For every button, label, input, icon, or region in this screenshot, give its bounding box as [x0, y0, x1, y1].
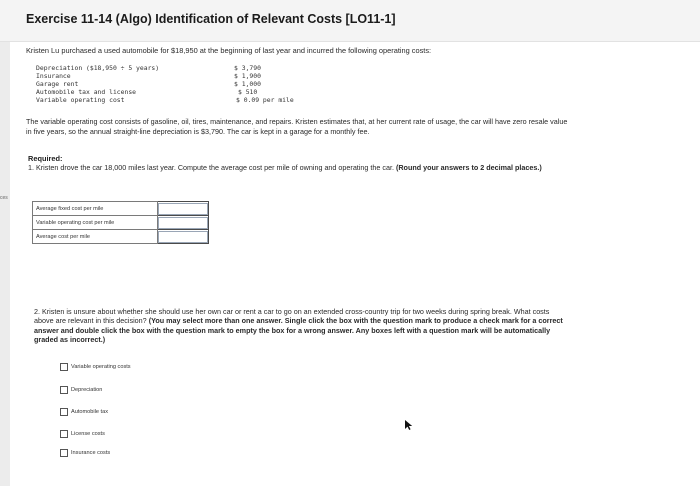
cost-value: $ 1,900	[234, 72, 261, 80]
intro-text: Kristen Lu purchased a used automobile for $18,950 at the beginning of last year and incurred the following operating costs:	[26, 46, 432, 55]
checkbox[interactable]	[60, 408, 68, 416]
average-cost-input[interactable]	[158, 231, 208, 243]
operating-costs-table	[36, 64, 336, 104]
option-license-costs[interactable]	[60, 429, 105, 439]
cost-label: Garage rent	[36, 80, 79, 88]
option-label: Insurance costs	[71, 450, 111, 456]
question-2-text: 2. Kristen is unsure about whether she should use her own car or rent a car to go on an extended cross-country trip for two weeks during spring break. What costs above are relevant in this decision?	[34, 307, 550, 326]
cost-value: $ 1,000	[234, 80, 261, 88]
question-2	[34, 307, 564, 345]
option-automobile-tax[interactable]	[60, 407, 108, 417]
cost-row	[36, 88, 336, 96]
option-label: Automobile tax	[71, 409, 109, 415]
cost-value: $ 510	[238, 88, 258, 96]
option-insurance-costs[interactable]	[60, 448, 110, 458]
option-variable-operating-costs[interactable]	[60, 362, 131, 372]
cost-row	[36, 72, 336, 80]
answer-row	[33, 230, 209, 244]
answer-input-cell	[158, 202, 209, 216]
cost-value: $ 0.09 per mile	[236, 96, 294, 104]
checkbox[interactable]	[60, 386, 68, 394]
answer-row	[33, 216, 209, 230]
answer-row-label: Average fixed cost per mile	[33, 202, 158, 216]
cost-label: Depreciation ($18,950 ÷ 5 years)	[36, 64, 160, 72]
variable-operating-cost-input[interactable]	[158, 217, 208, 229]
answer-row-label: Variable operating cost per mile	[33, 216, 158, 230]
question-1-instruction: (Round your answers to 2 decimal places.)	[395, 163, 542, 172]
option-label: License costs	[71, 431, 105, 437]
checkbox[interactable]	[60, 449, 68, 457]
average-fixed-cost-input[interactable]	[158, 203, 208, 215]
answer-row	[33, 202, 209, 216]
cost-value: $ 3,790	[234, 64, 261, 72]
option-label: Variable operating costs	[71, 364, 131, 370]
question-1	[28, 163, 568, 173]
cost-label: Insurance	[36, 72, 71, 80]
answer-row-label: Average cost per mile	[33, 230, 158, 244]
checkbox[interactable]	[60, 430, 68, 438]
option-depreciation[interactable]	[60, 385, 102, 395]
required-heading: Required:	[28, 154, 63, 163]
answer-input-cell	[158, 216, 209, 230]
description-paragraph: The variable operating cost consists of gasoline, oil, tires, maintenance, and repairs. Kristen estimates that, at her current rate of usage, the car will have zero resale value in five years, so the annual straight-line depreciation is $3,790. The car is kept in a garage for a monthly fee.	[26, 117, 568, 136]
cost-label: Automobile tax and license	[36, 88, 137, 96]
answer-table	[32, 201, 209, 244]
cost-row	[36, 96, 336, 104]
checkbox[interactable]	[60, 363, 68, 371]
option-label: Depreciation	[71, 387, 103, 393]
cost-row	[36, 64, 336, 72]
left-edge-panel	[0, 42, 10, 486]
cost-label: Variable operating cost	[36, 96, 125, 104]
question-2-instruction: (You may select more than one answer. Single click the box with the question mark to produce a check mark for a correct answer and double click the box with the question mark to empty the box for a wrong answer. Any boxes left with a question mark will be automatically graded as incorrect.)	[34, 316, 563, 345]
answer-input-cell	[158, 230, 209, 244]
cost-row	[36, 80, 336, 88]
mouse-cursor-icon	[403, 419, 415, 431]
question-1-text: 1. Kristen drove the car 18,000 miles last year. Compute the average cost per mile of owning and operating the car.	[28, 163, 394, 172]
left-edge-tab[interactable]: ces	[0, 195, 8, 201]
page-title: Exercise 11-14 (Algo) Identification of Relevant Costs [LO11-1]	[26, 12, 396, 26]
